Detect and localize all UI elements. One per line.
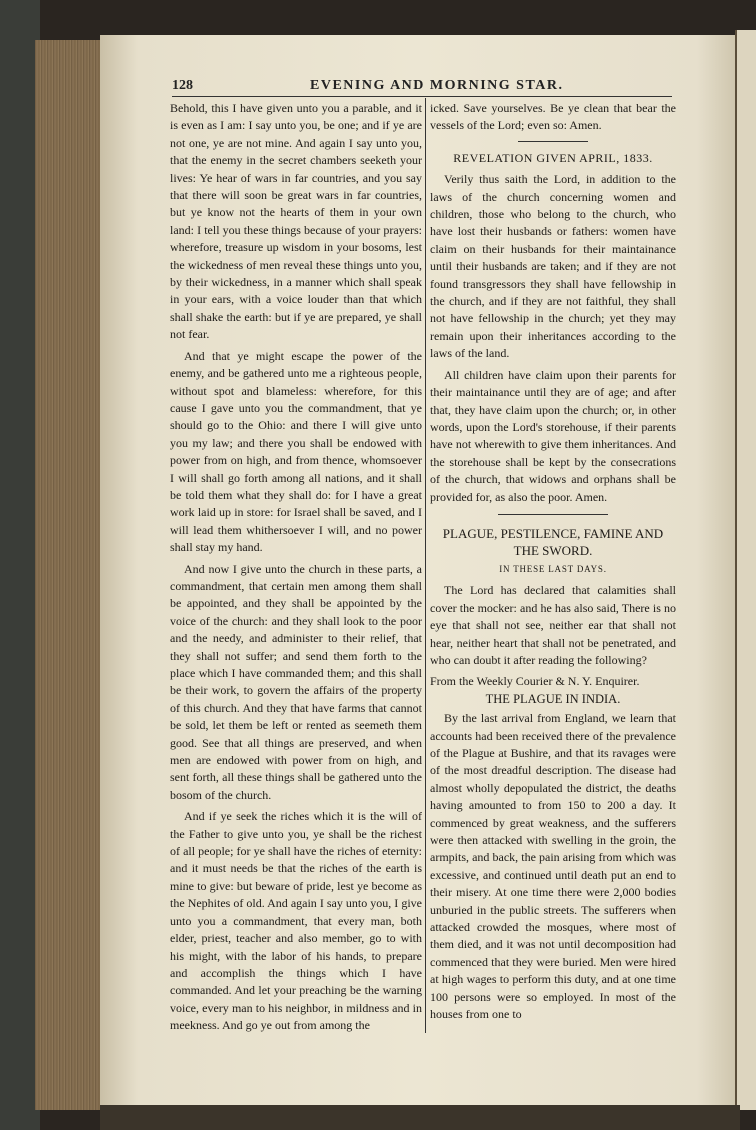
column-divider	[425, 98, 426, 1033]
plague-heading: PLAGUE, PESTILENCE, FAMINE AND THE SWORD.	[442, 525, 664, 558]
background-left	[0, 0, 40, 1130]
plague-intro: The Lord has declared that calamities shall cover the mocker: and he has also said, There is no eye that shall not see, neither ear that shall not hear, neither heart that shall not be penetrated, and who can doubt it after reading the following?	[430, 583, 676, 667]
facing-page-edge	[735, 30, 756, 1110]
revelation-paragraph: All children have claim upon their parents for their maintainance until they are of age; and after that, they have claim upon the church; or, in other words, upon the Lord's storehouse, if their parents have not wherewith to give them inheritances. And the storehouse shall be kept by the consecrations of the church, that widows and orphans shall be provided for, as also the poor. Amen.	[430, 367, 676, 504]
continuation-text: icked. Save yourselves. Be ye clean that bear the vessels of the Lord; even so: Amen.	[430, 101, 676, 133]
india-heading: THE PLAGUE IN INDIA.	[485, 691, 621, 706]
left-paragraph: And if ye seek the riches which it is the will of the Father to give unto you, ye shall be the richest of all people; for ye shall have the riches of eternity: and it must needs be that the riches of the earth is mine to give: but beware of pride, lest ye become as the Nephites of old. And again I say unto you, I give unto you a commandment, that every man, both elder, priest, teacher and also member, go to with his might, with the labor of his hands, to prepare and accomplish the things which I have commanded. And let your preaching be the warning voice, every man to his neighbor, in mildness and in meekness. And go ye out from among the	[170, 809, 422, 1033]
revelation-paragraph: Verily thus saith the Lord, in addition to the laws of the church concerning women and children, those who belong to the church, who have lost their husbands or fathers: women have claim on their husbands for their maintainance until their husbands are taken; and if they are not found transgressors they shall have fellowship in the church, and if they are not faithful, they shall not have fellowship in the church; yet they may remain upon their inheritances according to the laws of the land.	[430, 172, 676, 361]
header-rule	[172, 96, 672, 97]
page-number: 128	[172, 78, 193, 93]
left-paragraph: Behold, this I have given unto you a parable, and it is even as I am: I say unto you, be one; and if ye are not one, ye are not mine. And again I say unto you, that the enemy in the secret chambers seeketh your lives: Ye hear of wars in far countries, and you say that there will soon be great wars in far countries, but ye know not the hearts of them in your own land: I tell you these things because of your prayers: wherefore, treasure up wisdom in your bosoms, lest the wickedness of men reveal these things unto you, by their wickedness, in a manner which shall speak in your ears, with a voice louder than that which shall shake the earth: but if ye are prepared, ye shall not fear.	[170, 101, 422, 342]
right-column	[430, 100, 676, 1028]
section-rule	[518, 141, 588, 142]
running-title: EVENING AND MORNING STAR.	[310, 78, 564, 93]
left-column	[170, 100, 422, 1039]
left-paragraph: And that ye might escape the power of the enemy, and be gathered unto me a righteous people, without spot and blameless: wherefore, for this cause I gave unto you the commandment, that ye should go to the Ohio: and there I will give unto you my law; and there you shall be endowed with power from on high, and from thence, whomsoever I will shall go forth among all nations, and it shall be told them what they shall do: for I have a great work laid up in store: for Israel shall be saved, and I will lead them whithersoever I will, and no power shall stay my hand.	[170, 348, 422, 555]
source-line: From the Weekly Courier & N. Y. Enquirer.	[430, 674, 640, 689]
revelation-heading: REVELATION GIVEN APRIL, 1833.	[453, 150, 653, 165]
section-rule	[498, 514, 608, 515]
left-paragraph: And now I give unto the church in these parts, a commandment, that certain men among them shall be appointed, and they shall be appointed by the voice of the church: and they shall look to the poor and the needy, and administer to their relief, that they shall not suffer; and send them forth to the place which I have commanded them; and this shall be their work, to govern the affairs of the property of this church. And they that have farms that cannot be sold, let them be left or rented as seemeth them good. See that all things are preserved, and when men are endowed with power from on high, and sent forth, all these things shall be gathered unto the bosom of the church.	[170, 561, 422, 802]
plague-subheading: IN THESE LAST DAYS.	[499, 563, 607, 574]
india-paragraph: By the last arrival from England, we learn that accounts had been received there of the prevalence of the Plague at Bushire, and that its ravages were of the most dreadful description. The disease had almost wholly depopulated the district, the deaths having amounted to from 150 to 200 a day. It commenced by great weakness, and the sufferers were then attacked with swelling in the groin, the armpits, and back, the pain arising from which was excessive, and continued until death put an end to their misery. At one time there were 2,000 bodies unburied in the public streets. The sufferers when attacked crowded the mosques, where most of them died, and it was not until decomposition had commenced that they were buried. Men were hired at high wages to perform this duty, and at one time 100 persons were so employed. In most of the houses from one to	[430, 711, 676, 1022]
bottom-shadow	[100, 1105, 740, 1130]
